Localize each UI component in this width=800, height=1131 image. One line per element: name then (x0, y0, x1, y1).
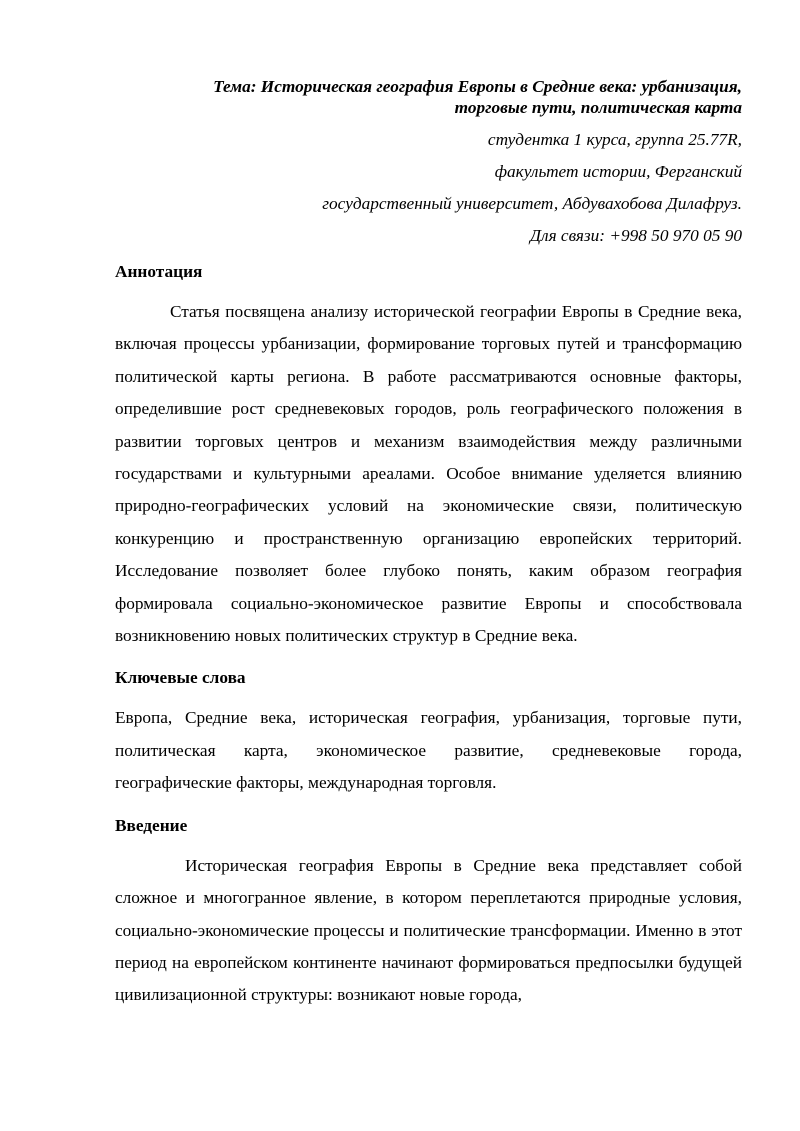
keywords-heading: Ключевые слова (115, 668, 246, 688)
annotation-text: Статья посвящена анализу исторической географии Европы в Средние века, включая процессы урбанизации, формирование торговых путей и трансформацию политической карты региона. В работе рассматриваются основные факторы, определившие рост средневековых городов, роль географического положения в развитии торговых центров и механизм взаимодействия между различными государствами и культурными ареалами. Особое внимание уделяется влиянию природно-географических условий на экономические связи, политическую конкуренцию и пространственную организацию европейских территорий. Исследование позволяет более глубоко понять, каким образом география формировала социально-экономическое развитие Европы и способствовала возникновению новых политических структур в Средние века. (115, 302, 742, 646)
author-contact: Для связи: +998 50 970 05 90 (530, 226, 742, 245)
article-header (115, 76, 742, 252)
author-line-2: факультет истории, Ферганский (494, 162, 742, 181)
annotation-heading: Аннотация (115, 262, 203, 281)
topic-line-2: торговые пути, политическая карта (454, 98, 742, 117)
keywords-text: Европа, Средние века, историческая география, урбанизация, торговые пути, политическая карта, экономическое развитие, средневековые города, географические факторы, международная торговля. (115, 708, 742, 793)
author-line-3: государственный университет, Абдувахобова Дилафруз. (322, 194, 742, 213)
article-topic (115, 76, 742, 118)
topic-line-1: Тема: Историческая география Европы в Средние века: урбанизация, (213, 77, 742, 96)
introduction-text: Историческая география Европы в Средние века представляет собой сложное и многогранное явление, в котором переплетаются природные условия, социально-экономические процессы и политические трансформации. Именно в этот период на европейском континенте начинают формироваться предпосылки будущей цивилизационной структуры: возникают новые города, (115, 855, 742, 1005)
document-page (115, 76, 742, 1012)
introduction-heading: Введение (115, 815, 188, 835)
author-line-1: студентка 1 курса, группа 25.77R, (487, 130, 742, 149)
